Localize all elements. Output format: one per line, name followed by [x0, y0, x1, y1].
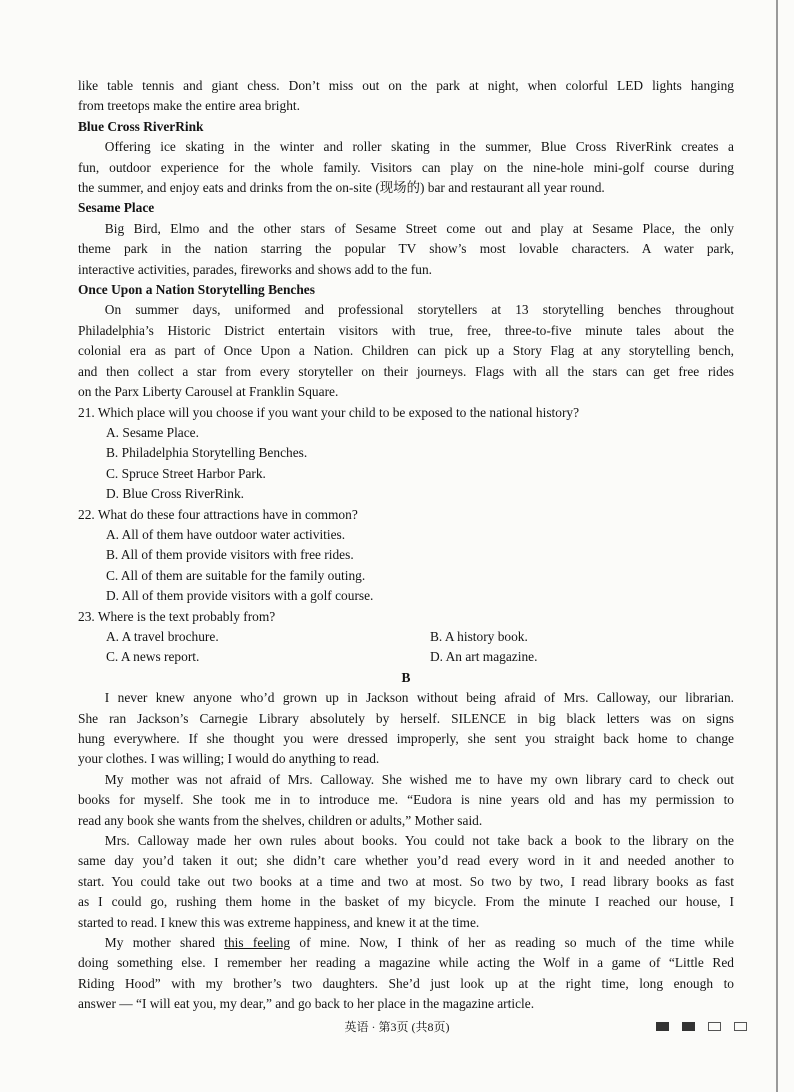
question-21-option-a: A. Sesame Place.	[106, 424, 199, 440]
page-marker-filled	[656, 1022, 669, 1031]
paragraph-line: read any book she wants from the shelves, children or adults,” Mother said.	[78, 812, 483, 828]
question-21-option-c: C. Spruce Street Harbor Park.	[106, 465, 266, 481]
paragraph-line: Mrs. Calloway made her own rules about books. You could not take back a book to the library on the	[104, 833, 734, 849]
question-22-option-c: C. All of them are suitable for the family outing.	[106, 567, 366, 583]
question-23-option-a: A. A travel brochure.	[106, 628, 219, 644]
question-23-option-b: B. A history book.	[430, 628, 528, 644]
footer-page-markers	[656, 1022, 747, 1031]
intro-line: from treetops make the entire area bright.	[78, 98, 300, 114]
paragraph-line: hung everywhere. If she thought you were dressed improperly, she sent you straight back home to change	[78, 731, 734, 746]
question-23-options-row-2	[78, 647, 734, 667]
paragraph-line: as I could go, rushing them home in the basket of my bicycle. From the minute I reached our house, I	[78, 894, 734, 910]
text-run: My mother shared	[104, 935, 225, 951]
paragraph-line: start. You could take out two books at a time and two at most. So two by two, I read library books as fast	[78, 873, 734, 889]
question-21-option-b: B. Philadelphia Storytelling Benches.	[106, 445, 308, 461]
page-marker-filled	[682, 1022, 695, 1031]
paragraph-line: books for myself. She took me in to introduce me. “Eudora is nine years old and has my permission to	[78, 792, 734, 808]
paragraph-line: interactive activities, parades, fireworks and shows add to the fun.	[78, 261, 432, 277]
underlined-phrase: this feeling	[224, 935, 291, 951]
heading-blue-cross: Blue Cross RiverRink	[78, 118, 204, 134]
paragraph-line: Riding Hood” with my brother’s two daughters. She’d just look up at the right time, long enough to	[78, 975, 734, 991]
paragraph-line: theme park in the nation starring the popular TV show’s most lovable characters. A water park,	[78, 241, 734, 257]
paragraph-line: answer — “I will eat you, my dear,” and go back to her place in the magazine article.	[78, 996, 535, 1012]
question-23-options-row-1	[78, 627, 734, 647]
question-22-option-d: D. All of them provide visitors with a golf course.	[106, 588, 374, 604]
paragraph-line: your clothes. I was willing; I would do anything to read.	[78, 751, 380, 767]
question-22-stem: 22. What do these four attractions have in common?	[78, 506, 358, 522]
paragraph-line: Big Bird, Elmo and the other stars of Sesame Street come out and play at Sesame Place, the only	[104, 220, 734, 236]
exam-page-content	[78, 76, 734, 1015]
paragraph-line: the summer, and enjoy eats and drinks from the on-site (现场的) bar and restaurant all year round.	[78, 180, 605, 196]
paragraph-line: My mother was not afraid of Mrs. Calloway. She wished me to have my own library card to check out	[104, 771, 734, 787]
paragraph-line: I never knew anyone who’d grown up in Jackson without being afraid of Mrs. Calloway, our librarian.	[104, 690, 734, 706]
heading-sesame-place: Sesame Place	[78, 200, 155, 216]
binding-mark	[2, 236, 12, 262]
paragraph-line: and then collect a star from every storyteller on their journeys. Flags with all the stars can get free rides	[78, 363, 734, 379]
paragraph-line: Offering ice skating in the winter and roller skating in the summer, Blue Cross RiverRink creates a	[104, 139, 734, 155]
page-marker-empty	[708, 1022, 721, 1031]
paragraph-line: doing something else. I remember her reading a magazine while acting the Wolf in a game of “Little Red	[78, 955, 734, 971]
question-23-stem: 23. Where is the text probably from?	[78, 608, 276, 624]
paragraph-line	[78, 933, 734, 953]
page-edge-line	[776, 0, 778, 1092]
intro-line: like table tennis and giant chess. Don’t miss out on the park at night, when colorful LED lights hanging	[78, 78, 734, 93]
heading-once-upon-a-nation: Once Upon a Nation Storytelling Benches	[78, 282, 315, 298]
paragraph-line: on the Parx Liberty Carousel at Franklin Square.	[78, 384, 339, 400]
text-run: of mine. Now, I think of her as reading so much of the time while	[290, 935, 734, 951]
question-23-option-c: C. A news report.	[106, 649, 200, 665]
paragraph-line: fun, outdoor experience for the whole family. Visitors can play on the nine-hole mini-golf course during	[78, 159, 734, 175]
section-b-label: B	[401, 669, 411, 685]
page-footer: 英语 · 第3页 (共8页)	[344, 1020, 450, 1034]
paragraph-line: started to read. I knew this was extreme happiness, and knew it at the time.	[78, 914, 480, 930]
paragraph-line: She ran Jackson’s Carnegie Library absolutely by herself. SILENCE in big black letters was on signs	[78, 710, 734, 726]
paragraph-line: On summer days, uniformed and professional storytellers at 13 storytelling benches throughout	[104, 302, 734, 318]
question-22-option-a: A. All of them have outdoor water activities.	[106, 526, 346, 542]
paragraph-line: same day you’d taken it out; she didn’t care whether you’d read every word in it and needed another to	[78, 853, 734, 869]
paragraph-line: Philadelphia’s Historic District entertain visitors with true, free, three-to-five minute tales about the	[78, 322, 734, 338]
paragraph-line: colonial era as part of Once Upon a Nation. Children can pick up a Story Flag at any storytelling bench,	[78, 343, 734, 359]
question-22-option-b: B. All of them provide visitors with free rides.	[106, 547, 354, 563]
question-21-stem: 21. Which place will you choose if you want your child to be exposed to the national history?	[78, 404, 580, 420]
question-23-option-d: D. An art magazine.	[430, 649, 538, 665]
page-marker-empty	[734, 1022, 747, 1031]
question-21-option-d: D. Blue Cross RiverRink.	[106, 486, 244, 502]
